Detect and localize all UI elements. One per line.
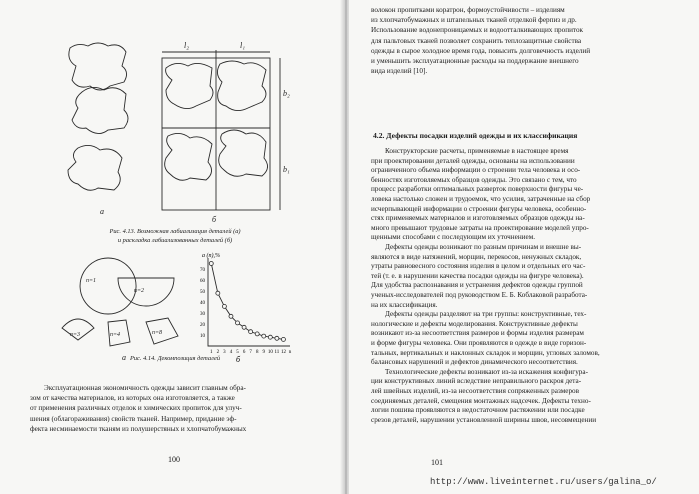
layout-piece [217, 61, 266, 111]
dim-l1: l₁ [240, 41, 246, 50]
text-line: одежды в сырое холодное время года, повысить долговечность изделий [371, 46, 591, 55]
text-line: тей (т. е. в нарушении качества посадки одежды на фигуре человека). [371, 271, 584, 280]
part-label-n4: n=4 [110, 332, 121, 338]
text-line: срезов деталей, нарушении установленной ширины швов, несовмещении [371, 415, 597, 424]
text-line: Дефекты одежды разделяют на три группы: конструктивные, тех- [385, 310, 587, 319]
data-point [229, 314, 233, 318]
right-page [349, 0, 699, 494]
data-point [209, 262, 213, 266]
text-line: шения (облагораживания) свойств тканей. Например, придание эф- [30, 414, 237, 423]
source-watermark: http://www.liveinternet.ru/users/galina_o/ [430, 477, 657, 487]
data-point [255, 332, 259, 336]
y-tick-label: 40 [200, 301, 205, 306]
y-tick-label: 60 [200, 279, 205, 284]
part-label-n8: n=8 [152, 330, 163, 336]
page-number-left: 100 [168, 455, 180, 464]
x-tick-label: 3 [223, 350, 226, 355]
figure-4-14 [0, 250, 345, 370]
text-line: вида изделий [10]. [371, 67, 428, 76]
x-tick-label: 4 [229, 350, 233, 355]
pattern-piece [72, 87, 128, 133]
text-line: фекта несминаемости тканям из полушерстяных и хлопчатобумажных [30, 424, 247, 433]
text-line: соединяемых деталей, смещения монтажных надсечек. Дефекты техно- [371, 396, 591, 405]
text-line: Использование водонепроницаемых и водоотталкивающих пропиток [371, 26, 584, 35]
figure-4-13-label-b: б [212, 215, 217, 224]
data-point [275, 336, 279, 340]
text-line: стях применяемых материалов и изготовляемых образцов одежды на- [371, 214, 585, 223]
text-line: много превышают трудовые затраты на проектирование моделей упро- [371, 223, 589, 232]
text-line: Для удобства распознавания и устранения дефектов одежды группой [371, 281, 583, 290]
x-tick-label: 8 [255, 350, 259, 355]
data-point [216, 291, 220, 295]
data-point [236, 321, 240, 325]
decomposition-part-n2 [118, 278, 174, 306]
text-line: щенными способами с последующим их уточнением. [371, 233, 536, 242]
part-label-n2: n=2 [134, 288, 145, 294]
figure-4-14-label-a: а [122, 353, 126, 362]
text-line: ученых-исследователей под руководством Е. Б. Коблаковой разработа- [371, 291, 588, 299]
figure-4-13-label-a: а [100, 207, 104, 216]
text-line: для пальтовых тканей позволяет сохранить теплозащитные свойства [371, 36, 582, 45]
text-line: волокон пропитками коратрон, формоустойчивости – изделиям [371, 6, 565, 14]
left-page [0, 0, 345, 494]
text-line: балансовых нарушений и дефектов динамического несоответствия. [371, 358, 578, 367]
text-line: логии пошива проявляются в недостаточном растяжении или посадке [371, 406, 585, 415]
part-label-n3: n=3 [70, 332, 81, 338]
page-number-right: 101 [431, 458, 443, 467]
text-line: нологические и дефекты моделирования. Конструктивные дефекты [371, 319, 578, 328]
pattern-piece [69, 43, 127, 90]
layout-piece [166, 63, 213, 108]
x-tick-label: 1 [210, 350, 213, 355]
x-tick-label: 6 [242, 350, 246, 355]
y-tick-label: 20 [200, 323, 205, 328]
text-line: Эксплуатационная экономичность одежды зависит главным обра- [44, 384, 246, 392]
layout-piece [165, 133, 212, 180]
x-tick-label: 11 [274, 350, 280, 355]
data-point [249, 330, 253, 334]
dim-l2: l₂ [184, 41, 190, 50]
series-line [211, 264, 283, 340]
text-line: при проектировании деталей одежды, основаны на использовании [371, 156, 575, 165]
text-line: исчерпывающей информации о строении фигуры человека, особенно- [371, 204, 587, 213]
text-line: бенностях изготовляемых образцов одежды. Это связано с тем, что [371, 175, 577, 184]
y-axis-label: a (n),% [202, 253, 220, 259]
x-tick-label: 9 [262, 350, 266, 355]
data-point [242, 325, 246, 329]
text-line: ции конструктивных линий вследствие неправильного раскроя дета- [371, 377, 582, 386]
figure-4-14-caption: Рис. 4.14. Декомпозиция деталей [129, 355, 221, 362]
pattern-piece [68, 145, 122, 190]
x-tick-label: 5 [236, 350, 239, 355]
data-point [222, 304, 226, 308]
text-line: процесс разработки оптимальных разверток поверхности фигуры че- [371, 185, 584, 194]
text-line: ограниченного объема информации о строении тела человека и осо- [371, 166, 581, 175]
text-line: и уменьшить эксплуатационные расходы на поддержание внешнего [371, 57, 579, 65]
text-line: из хлопчатобумажных и штапельных тканей отделкой ферпиз и др. [371, 16, 577, 25]
text-line: Конструкторские расчеты, применяемые в настоящее время [385, 147, 569, 155]
y-tick-label: 30 [200, 312, 205, 317]
layout-piece [219, 130, 268, 176]
text-line: зом от качества материалов, из которых она изготовляется, а также [30, 394, 235, 403]
figure-4-13-caption-line-1: Рис. 4.13. Возможная лабиализация деталей (а) [109, 228, 241, 235]
decomposition-chart [200, 252, 292, 364]
decomposition-part-n1 [80, 258, 136, 314]
data-point [268, 335, 272, 339]
text-line: тальных, вертикальных и наклонных складок и морщин, угловых заломов, [371, 348, 600, 357]
text-line: утраты равновесного состояния изделия в целом и отдельных его час- [371, 262, 586, 271]
part-label-n1: n=1 [86, 278, 97, 284]
x-tick-label: n [288, 350, 292, 355]
text-line: ловека настолько сложен и трудоемок, что усилия, затраченные на сбор [371, 195, 591, 203]
text-line: являются в виде натяжений, морщин, перекосов, ненужных складок, [371, 252, 582, 261]
figure-4-13 [0, 0, 345, 225]
text-line: лей швейных изделий, из-за несоответствия сопряженных размеров [371, 387, 580, 395]
section-heading: 4.2. Дефекты посадки изделий одежды и их классификация [373, 131, 578, 140]
text-line: от применения различных отделок и химических пропиток для улуч- [30, 404, 242, 413]
x-tick-label: 10 [267, 350, 273, 355]
dim-b2: b₂ [283, 89, 290, 98]
text-line: и форме фигуры человека. Они проявляются в одежде в виде горизон- [371, 339, 587, 347]
y-tick-label: 70 [200, 268, 205, 273]
x-tick-label: 12 [280, 350, 286, 355]
data-point [262, 334, 266, 338]
figure-4-13-caption-line-2: и раскладка лабиализованных деталей (б) [117, 237, 233, 244]
y-tick-label: 50 [200, 290, 205, 295]
x-tick-label: 2 [216, 350, 220, 355]
y-tick-label: 10 [200, 334, 205, 339]
text-line: Дефекты одежды возникают по разным причинам и внешне вы- [385, 243, 582, 251]
text-line: возникают из-за несоответствия размеров и формы изделия размерам [371, 329, 584, 338]
text-line: Технологические дефекты возникают из-за искажения конфигура- [385, 367, 588, 376]
text-line: на их классификация. [371, 300, 438, 309]
figure-4-14-label-b: б [236, 355, 241, 364]
data-point [281, 337, 285, 341]
dim-b1: b₁ [283, 165, 290, 174]
x-tick-label: 7 [249, 350, 252, 355]
